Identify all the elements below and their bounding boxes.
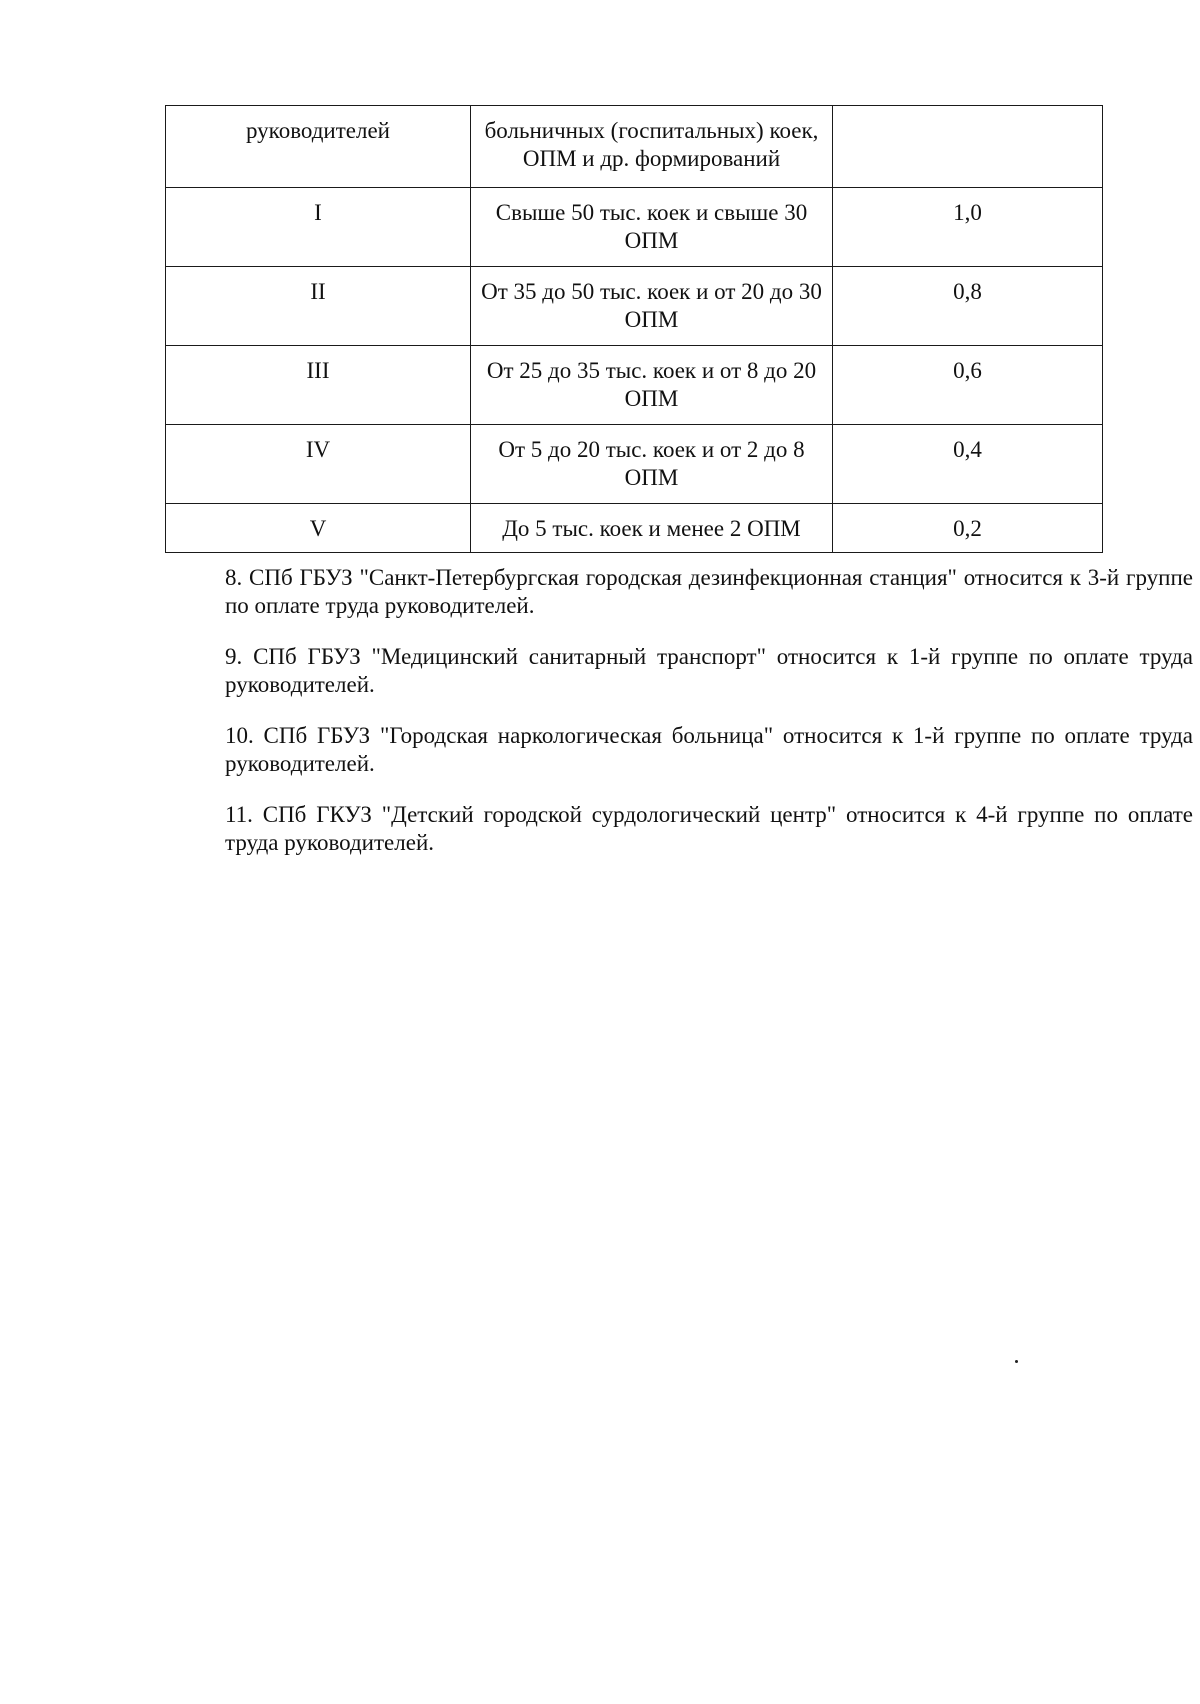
coefficient-cell: 0,6: [833, 346, 1103, 425]
coefficient-cell: 0,2: [833, 504, 1103, 553]
criteria-cell: Свыше 50 тыс. коек и свыше 30 ОПМ: [471, 188, 833, 267]
criteria-cell: От 25 до 35 тыс. коек и от 8 до 20 ОПМ: [471, 346, 833, 425]
group-number-cell: III: [166, 346, 471, 425]
table-row: [166, 346, 1103, 425]
criteria-cell: До 5 тыс. коек и менее 2 ОПМ: [471, 504, 833, 553]
group-coefficient-table: [165, 105, 1103, 553]
paragraph-11: 11. СПб ГКУЗ "Детский городской сурдологический центр" относится к 4-й группе по оплате труда руководителей.: [225, 802, 1193, 855]
coefficient-cell: 0,4: [833, 425, 1103, 504]
table-row: [166, 267, 1103, 346]
paragraph-10: 10. СПб ГБУЗ "Городская наркологическая больница" относится к 1-й группе по оплате труда руководителей.: [225, 723, 1193, 776]
group-number-cell: V: [166, 504, 471, 553]
table-row: [166, 425, 1103, 504]
header-cell: больничных (госпитальных) коек, ОПМ и др. формирований: [471, 106, 833, 188]
criteria-cell: От 5 до 20 тыс. коек и от 2 до 8 ОПМ: [471, 425, 833, 504]
coefficient-cell: 0,8: [833, 267, 1103, 346]
coefficient-cell: 1,0: [833, 188, 1103, 267]
header-cell: [833, 106, 1103, 188]
header-cell: руководителей: [166, 106, 471, 188]
group-number-cell: I: [166, 188, 471, 267]
table-row: [166, 188, 1103, 267]
table-row: [166, 504, 1103, 553]
group-number-cell: IV: [166, 425, 471, 504]
paragraph-8: 8. СПб ГБУЗ "Санкт-Петербургская городская дезинфекционная станция" относится к 3-й группе по оплате труда руководителей.: [225, 565, 1193, 618]
table-header-row: [166, 106, 1103, 188]
group-number-cell: II: [166, 267, 471, 346]
criteria-cell: От 35 до 50 тыс. коек и от 20 до 30 ОПМ: [471, 267, 833, 346]
scan-speck: [1015, 1360, 1018, 1363]
paragraph-9: 9. СПб ГБУЗ "Медицинский санитарный транспорт" относится к 1-й группе по оплате труда руководителей.: [225, 644, 1193, 697]
